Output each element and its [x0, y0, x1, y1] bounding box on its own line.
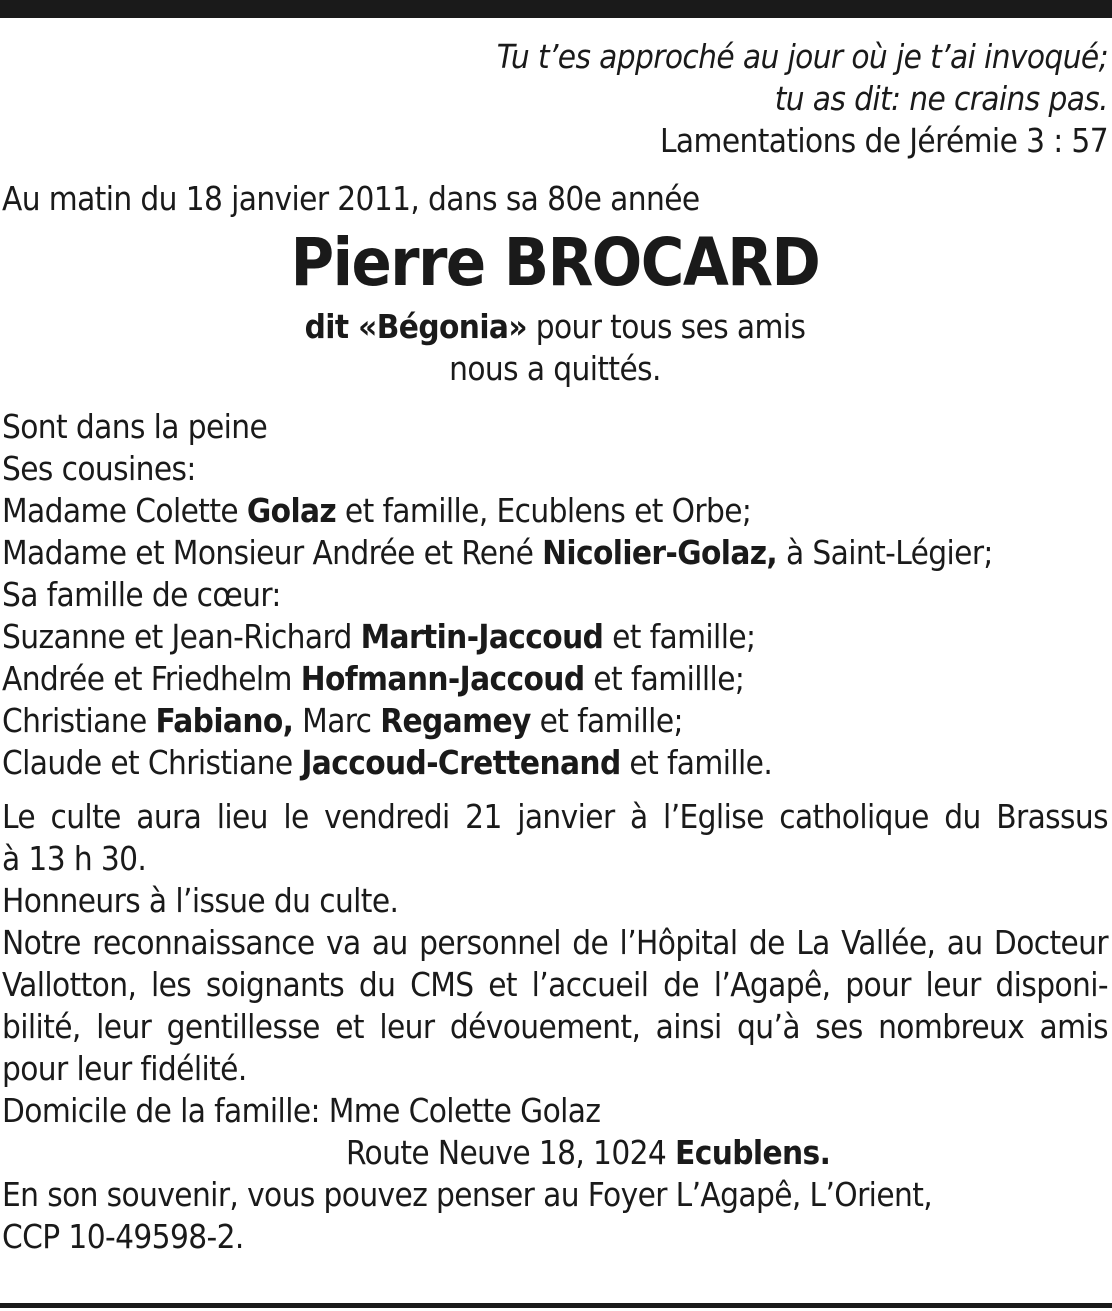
mourner-surname: Jaccoud-Crettenand [301, 743, 621, 782]
address-label: Domicile de la famille: Mme Colette Golaz [2, 1091, 601, 1130]
mourner-text: Claude et Christiane [2, 743, 302, 782]
mourner-line [2, 490, 1108, 532]
mourner-text: Marc [293, 701, 381, 740]
address-street-line [2, 1132, 1108, 1174]
mourner-surname: Hofmann-Jaccoud [300, 659, 585, 698]
deceased-nickname: dit «Bégonia» [304, 307, 527, 346]
mourner-text: et famillle; [584, 659, 745, 698]
mourner-line [2, 742, 1108, 784]
mourner-text: et famille. [620, 743, 773, 782]
heart-family-heading: Sa famille de cœur: [2, 575, 281, 614]
service-info [2, 796, 1108, 922]
mourners-heading: Sont dans la peine [2, 407, 268, 446]
mourner-surname: Fabiano, [155, 701, 294, 740]
epigraph-line-2: tu as dit: ne crains pas. [774, 79, 1108, 118]
thanks-line-2: Vallotton, les soignants du CMS et l’accueil de l’Agapê, pour leur disponi- [2, 965, 1108, 1004]
address-city: Ecublens. [675, 1133, 831, 1172]
epigraph-line-1: Tu t’es approché au jour où je t’ai invoqué; [496, 37, 1108, 76]
mourner-surname: Nicolier-Golaz, [542, 533, 778, 572]
mourner-surname: Golaz [246, 491, 337, 530]
thanks-line-4: pour leur fidélité. [2, 1049, 247, 1088]
memorial-line-1: En son souvenir, vous pouvez penser au Foyer L’Agapê, L’Orient, [2, 1175, 933, 1214]
mourners-list [2, 406, 1108, 784]
thanks-line-3: bilité, leur gentillesse et leur dévouement, ainsi qu’à ses nombreux amis [2, 1007, 1108, 1046]
mourner-text: Christiane [2, 701, 156, 740]
mourner-line [2, 700, 1108, 742]
bottom-rule [0, 1303, 1112, 1308]
top-rule [0, 0, 1112, 18]
mourner-surname: Regamey [380, 701, 531, 740]
epigraph-reference: Lamentations de Jérémie 3 : 57 [659, 121, 1108, 160]
memorial-line-2: CCP 10-49598-2. [2, 1217, 244, 1256]
honors-line: Honneurs à l’issue du culte. [2, 881, 399, 920]
mourner-text: et famille; [530, 701, 683, 740]
mourner-text: Suzanne et Jean-Richard [2, 617, 361, 656]
family-address [2, 1090, 1108, 1174]
mourner-text: Madame Colette [2, 491, 247, 530]
cousins-heading: Ses cousines: [2, 449, 196, 488]
memorial-donation [2, 1174, 1108, 1258]
mourner-line [2, 658, 1108, 700]
mourner-text: à Saint-Légier; [777, 533, 993, 572]
mourner-line [2, 532, 1108, 574]
mourner-text: et famille; [603, 617, 756, 656]
mourner-surname: Martin-Jaccoud [360, 617, 604, 656]
death-date-intro: Au matin du 18 janvier 2011, dans sa 80e année [2, 179, 700, 218]
deceased-nickname-line [2, 306, 1108, 348]
mourner-text: et famille, Ecublens et Orbe; [336, 491, 752, 530]
departed-line: nous a quittés. [449, 349, 661, 388]
deceased-name: Pierre BROCARD [290, 224, 820, 301]
epigraph [2, 36, 1108, 162]
service-line-1: Le culte aura lieu le vendredi 21 janvier à l’Eglise catholique du Brassus [2, 797, 1108, 836]
mourner-text: Andrée et Friedhelm [2, 659, 301, 698]
thanks-line-1: Notre reconnaissance va au personnel de l’Hôpital de La Vallée, au Docteur [2, 923, 1108, 962]
mourner-text: Madame et Monsieur Andrée et René [2, 533, 543, 572]
service-line-2: à 13 h 30. [2, 839, 147, 878]
nickname-rest: pour tous ses amis [526, 307, 806, 346]
address-street: Route Neuve 18, 1024 [346, 1133, 676, 1172]
obituary-notice [2, 36, 1108, 1258]
thanks-paragraph [2, 922, 1108, 1090]
mourner-line [2, 616, 1108, 658]
